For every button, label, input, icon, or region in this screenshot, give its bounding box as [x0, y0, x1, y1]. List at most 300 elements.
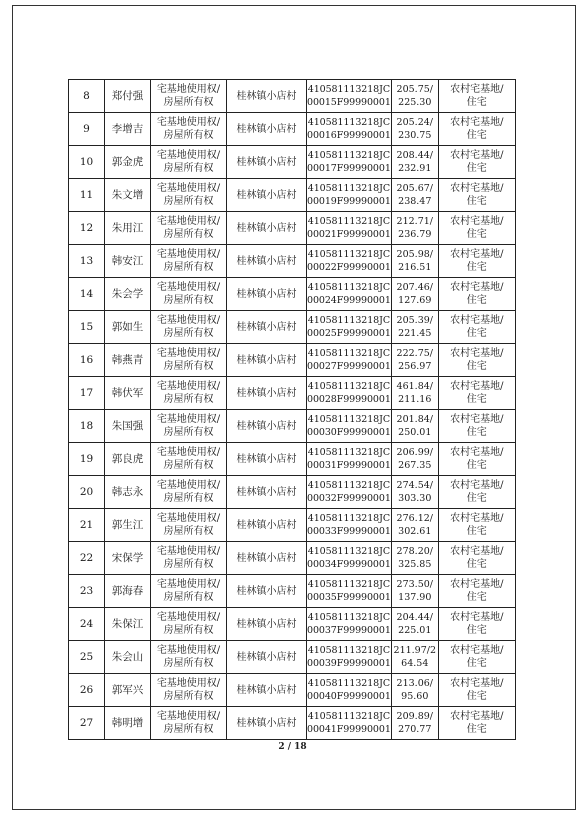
right-type-cell — [151, 146, 227, 179]
usage-cell-line: 农村宅基地/ — [450, 447, 504, 458]
row-number-cell: 22 — [69, 542, 105, 575]
right-type-cell-line: 房屋所有权 — [163, 361, 214, 372]
right-type-cell-line: 宅基地使用权/ — [156, 678, 221, 689]
right-type-cell — [151, 344, 227, 377]
owner-name-cell: 韩安江 — [105, 245, 151, 278]
unit-code-cell-line: 410581113218JC — [307, 282, 390, 293]
row-number-cell: 16 — [69, 344, 105, 377]
area-cell-line: 238.47 — [398, 196, 432, 207]
unit-code-cell-line: 00035F99990001 — [307, 592, 391, 603]
row-number-cell: 8 — [69, 80, 105, 113]
right-type-cell-line: 宅基地使用权/ — [156, 249, 221, 260]
usage-cell-line: 农村宅基地/ — [450, 150, 504, 161]
table-body — [69, 80, 516, 740]
right-type-cell — [151, 707, 227, 740]
row-number-cell: 19 — [69, 443, 105, 476]
location-cell: 桂林镇小店村 — [227, 542, 307, 575]
location-cell: 桂林镇小店村 — [227, 80, 307, 113]
owner-name-cell: 郭海春 — [105, 575, 151, 608]
usage-cell-line: 农村宅基地/ — [450, 546, 504, 557]
unit-code-cell-line: 410581113218JC — [307, 480, 390, 491]
right-type-cell — [151, 377, 227, 410]
owner-name-cell: 郭如生 — [105, 311, 151, 344]
usage-cell-line: 住宅 — [466, 592, 487, 603]
usage-cell-line: 住宅 — [466, 625, 487, 636]
right-type-cell — [151, 212, 227, 245]
area-cell — [391, 476, 438, 509]
location-cell: 桂林镇小店村 — [227, 608, 307, 641]
unit-code-cell — [307, 707, 392, 740]
usage-cell-line: 住宅 — [466, 295, 487, 306]
location-cell: 桂林镇小店村 — [227, 311, 307, 344]
table-row — [69, 311, 516, 344]
usage-cell-line: 住宅 — [466, 196, 487, 207]
area-cell-line: 222.75/ — [396, 348, 433, 359]
usage-cell — [438, 509, 515, 542]
area-cell-line: 206.99/ — [396, 447, 433, 458]
unit-code-cell-line: 00024F99990001 — [307, 295, 391, 306]
unit-code-cell-line: 00019F99990001 — [307, 196, 391, 207]
area-cell — [391, 707, 438, 740]
usage-cell-line: 住宅 — [466, 262, 487, 273]
row-number-cell: 23 — [69, 575, 105, 608]
usage-cell-line: 住宅 — [466, 229, 487, 240]
right-type-cell-line: 房屋所有权 — [163, 658, 214, 669]
usage-cell-line: 农村宅基地/ — [450, 282, 504, 293]
usage-cell-line: 住宅 — [466, 130, 487, 141]
right-type-cell — [151, 476, 227, 509]
unit-code-cell-line: 410581113218JC — [307, 348, 390, 359]
usage-cell-line: 住宅 — [466, 394, 487, 405]
usage-cell — [438, 245, 515, 278]
usage-cell — [438, 608, 515, 641]
unit-code-cell-line: 410581113218JC — [307, 117, 390, 128]
area-cell — [391, 146, 438, 179]
table-row — [69, 410, 516, 443]
table-row — [69, 674, 516, 707]
unit-code-cell-line: 00028F99990001 — [307, 394, 391, 405]
location-cell: 桂林镇小店村 — [227, 113, 307, 146]
area-cell-line: 204.44/ — [396, 612, 433, 623]
row-number-cell: 14 — [69, 278, 105, 311]
unit-code-cell-line: 00025F99990001 — [307, 328, 391, 339]
unit-code-cell-line: 410581113218JC — [307, 315, 390, 326]
owner-name-cell: 朱会山 — [105, 641, 151, 674]
usage-cell-line: 住宅 — [466, 460, 487, 471]
usage-cell — [438, 311, 515, 344]
right-type-cell-line: 宅基地使用权/ — [156, 414, 221, 425]
owner-name-cell: 韩伏军 — [105, 377, 151, 410]
row-number-cell: 26 — [69, 674, 105, 707]
usage-cell — [438, 410, 515, 443]
unit-code-cell-line: 410581113218JC — [307, 579, 390, 590]
location-cell: 桂林镇小店村 — [227, 212, 307, 245]
location-cell: 桂林镇小店村 — [227, 377, 307, 410]
table-row — [69, 80, 516, 113]
area-cell-line: 236.79 — [398, 229, 432, 240]
table-row — [69, 344, 516, 377]
usage-cell-line: 农村宅基地/ — [450, 678, 504, 689]
usage-cell-line: 农村宅基地/ — [450, 183, 504, 194]
unit-code-cell-line: 00037F99990001 — [307, 625, 391, 636]
right-type-cell-line: 宅基地使用权/ — [156, 216, 221, 227]
owner-name-cell: 朱文增 — [105, 179, 151, 212]
usage-cell-line: 农村宅基地/ — [450, 84, 504, 95]
usage-cell-line: 农村宅基地/ — [450, 315, 504, 326]
owner-name-cell: 郭金虎 — [105, 146, 151, 179]
unit-code-cell-line: 00016F99990001 — [307, 130, 391, 141]
unit-code-cell — [307, 476, 392, 509]
table-row — [69, 245, 516, 278]
right-type-cell — [151, 245, 227, 278]
area-cell-line: 212.71/ — [396, 216, 433, 227]
area-cell-line: 273.50/ — [396, 579, 433, 590]
area-cell — [391, 113, 438, 146]
table-row — [69, 212, 516, 245]
table-row — [69, 377, 516, 410]
unit-code-cell-line: 410581113218JC — [307, 711, 390, 722]
usage-cell — [438, 113, 515, 146]
usage-cell-line: 农村宅基地/ — [450, 348, 504, 359]
right-type-cell — [151, 179, 227, 212]
owner-name-cell: 李增吉 — [105, 113, 151, 146]
right-type-cell-line: 房屋所有权 — [163, 295, 214, 306]
area-cell-line: 267.35 — [398, 460, 432, 471]
right-type-cell-line: 房屋所有权 — [163, 592, 214, 603]
unit-code-cell-line: 410581113218JC — [307, 414, 390, 425]
area-cell-line: 205.98/ — [396, 249, 433, 260]
right-type-cell — [151, 410, 227, 443]
table-row — [69, 278, 516, 311]
usage-cell-line: 住宅 — [466, 97, 487, 108]
unit-code-cell-line: 00039F99990001 — [307, 658, 391, 669]
right-type-cell — [151, 575, 227, 608]
usage-cell — [438, 542, 515, 575]
area-cell-line: 209.89/ — [396, 711, 433, 722]
page-number: 2 / 18 — [278, 742, 307, 752]
unit-code-cell-line: 410581113218JC — [307, 678, 390, 689]
usage-cell-line: 住宅 — [466, 328, 487, 339]
area-cell-line: 270.77 — [398, 724, 432, 735]
area-cell-line: 207.46/ — [396, 282, 433, 293]
usage-cell-line: 住宅 — [466, 526, 487, 537]
unit-code-cell — [307, 509, 392, 542]
usage-cell-line: 住宅 — [466, 559, 487, 570]
area-cell-line: 201.84/ — [396, 414, 433, 425]
unit-code-cell — [307, 80, 392, 113]
unit-code-cell-line: 00040F99990001 — [307, 691, 391, 702]
right-type-cell — [151, 674, 227, 707]
usage-cell — [438, 80, 515, 113]
area-cell — [391, 377, 438, 410]
right-type-cell-line: 房屋所有权 — [163, 262, 214, 273]
right-type-cell-line: 房屋所有权 — [163, 97, 214, 108]
right-type-cell — [151, 443, 227, 476]
owner-name-cell: 朱会学 — [105, 278, 151, 311]
unit-code-cell-line: 00022F99990001 — [307, 262, 391, 273]
right-type-cell — [151, 80, 227, 113]
area-cell — [391, 542, 438, 575]
owner-name-cell: 韩志永 — [105, 476, 151, 509]
right-type-cell-line: 房屋所有权 — [163, 328, 214, 339]
area-cell-line: 461.84/ — [396, 381, 433, 392]
row-number-cell: 9 — [69, 113, 105, 146]
unit-code-cell-line: 410581113218JC — [307, 447, 390, 458]
area-cell-line: 64.54 — [401, 658, 429, 669]
usage-cell-line: 农村宅基地/ — [450, 513, 504, 524]
right-type-cell-line: 宅基地使用权/ — [156, 282, 221, 293]
area-cell — [391, 674, 438, 707]
unit-code-cell — [307, 377, 392, 410]
right-type-cell-line: 房屋所有权 — [163, 724, 214, 735]
unit-code-cell — [307, 311, 392, 344]
right-type-cell-line: 房屋所有权 — [163, 493, 214, 504]
right-type-cell-line: 宅基地使用权/ — [156, 150, 221, 161]
area-cell-line: 95.60 — [401, 691, 429, 702]
right-type-cell — [151, 278, 227, 311]
right-type-cell-line: 宅基地使用权/ — [156, 579, 221, 590]
usage-cell — [438, 146, 515, 179]
area-cell — [391, 575, 438, 608]
area-cell-line: 250.01 — [398, 427, 432, 438]
right-type-cell-line: 房屋所有权 — [163, 559, 214, 570]
area-cell-line: 205.75/ — [396, 84, 433, 95]
table-row — [69, 113, 516, 146]
usage-cell — [438, 344, 515, 377]
usage-cell-line: 农村宅基地/ — [450, 249, 504, 260]
owner-name-cell: 郭良虎 — [105, 443, 151, 476]
area-cell-line: 216.51 — [398, 262, 432, 273]
usage-cell — [438, 179, 515, 212]
owner-name-cell: 朱国强 — [105, 410, 151, 443]
right-type-cell-line: 房屋所有权 — [163, 526, 214, 537]
unit-code-cell-line: 410581113218JC — [307, 612, 390, 623]
usage-cell-line: 住宅 — [466, 658, 487, 669]
location-cell: 桂林镇小店村 — [227, 509, 307, 542]
usage-cell-line: 农村宅基地/ — [450, 480, 504, 491]
row-number-cell: 24 — [69, 608, 105, 641]
area-cell-line: 274.54/ — [396, 480, 433, 491]
usage-cell-line: 住宅 — [466, 724, 487, 735]
unit-code-cell-line: 410581113218JC — [307, 381, 390, 392]
usage-cell — [438, 641, 515, 674]
right-type-cell-line: 宅基地使用权/ — [156, 315, 221, 326]
table-row — [69, 476, 516, 509]
table-row — [69, 179, 516, 212]
area-cell — [391, 245, 438, 278]
area-cell-line: 205.67/ — [396, 183, 433, 194]
area-cell — [391, 278, 438, 311]
registry-table — [68, 79, 516, 740]
location-cell: 桂林镇小店村 — [227, 146, 307, 179]
right-type-cell-line: 房屋所有权 — [163, 229, 214, 240]
location-cell: 桂林镇小店村 — [227, 674, 307, 707]
unit-code-cell-line: 410581113218JC — [307, 216, 390, 227]
unit-code-cell — [307, 575, 392, 608]
usage-cell — [438, 476, 515, 509]
usage-cell-line: 农村宅基地/ — [450, 414, 504, 425]
unit-code-cell-line: 410581113218JC — [307, 513, 390, 524]
unit-code-cell — [307, 443, 392, 476]
unit-code-cell — [307, 212, 392, 245]
table-row — [69, 707, 516, 740]
area-cell — [391, 311, 438, 344]
unit-code-cell — [307, 542, 392, 575]
right-type-cell-line: 宅基地使用权/ — [156, 612, 221, 623]
area-cell-line: 232.91 — [398, 163, 432, 174]
area-cell-line: 225.01 — [398, 625, 432, 636]
unit-code-cell-line: 00034F99990001 — [307, 559, 391, 570]
usage-cell-line: 住宅 — [466, 493, 487, 504]
right-type-cell — [151, 311, 227, 344]
location-cell: 桂林镇小店村 — [227, 641, 307, 674]
unit-code-cell-line: 00032F99990001 — [307, 493, 391, 504]
unit-code-cell-line: 00030F99990001 — [307, 427, 391, 438]
area-cell — [391, 641, 438, 674]
area-cell — [391, 80, 438, 113]
table-row — [69, 509, 516, 542]
right-type-cell-line: 宅基地使用权/ — [156, 117, 221, 128]
right-type-cell-line: 宅基地使用权/ — [156, 183, 221, 194]
usage-cell-line: 住宅 — [466, 163, 487, 174]
unit-code-cell-line: 410581113218JC — [307, 645, 390, 656]
area-cell — [391, 212, 438, 245]
location-cell: 桂林镇小店村 — [227, 575, 307, 608]
location-cell: 桂林镇小店村 — [227, 245, 307, 278]
unit-code-cell-line: 00017F99990001 — [307, 163, 391, 174]
unit-code-cell — [307, 113, 392, 146]
right-type-cell — [151, 542, 227, 575]
location-cell: 桂林镇小店村 — [227, 410, 307, 443]
unit-code-cell-line: 410581113218JC — [307, 546, 390, 557]
table-row — [69, 146, 516, 179]
right-type-cell-line: 宅基地使用权/ — [156, 381, 221, 392]
area-cell — [391, 608, 438, 641]
unit-code-cell-line: 00015F99990001 — [307, 97, 391, 108]
area-cell-line: 211.97/2 — [393, 645, 437, 656]
area-cell-line: 208.44/ — [396, 150, 433, 161]
right-type-cell-line: 房屋所有权 — [163, 460, 214, 471]
table-row — [69, 443, 516, 476]
area-cell-line: 225.30 — [398, 97, 432, 108]
location-cell: 桂林镇小店村 — [227, 344, 307, 377]
table-row — [69, 608, 516, 641]
area-cell-line: 213.06/ — [396, 678, 433, 689]
owner-name-cell: 朱用江 — [105, 212, 151, 245]
usage-cell — [438, 212, 515, 245]
owner-name-cell: 郭军兴 — [105, 674, 151, 707]
owner-name-cell: 郑付强 — [105, 80, 151, 113]
unit-code-cell — [307, 245, 392, 278]
row-number-cell: 21 — [69, 509, 105, 542]
unit-code-cell-line: 410581113218JC — [307, 183, 390, 194]
unit-code-cell — [307, 179, 392, 212]
row-number-cell: 12 — [69, 212, 105, 245]
row-number-cell: 25 — [69, 641, 105, 674]
right-type-cell-line: 宅基地使用权/ — [156, 480, 221, 491]
area-cell-line: 256.97 — [398, 361, 432, 372]
usage-cell — [438, 443, 515, 476]
unit-code-cell — [307, 608, 392, 641]
right-type-cell — [151, 509, 227, 542]
row-number-cell: 15 — [69, 311, 105, 344]
right-type-cell-line: 宅基地使用权/ — [156, 513, 221, 524]
location-cell: 桂林镇小店村 — [227, 179, 307, 212]
usage-cell-line: 农村宅基地/ — [450, 711, 504, 722]
row-number-cell: 10 — [69, 146, 105, 179]
unit-code-cell — [307, 641, 392, 674]
unit-code-cell-line: 00021F99990001 — [307, 229, 391, 240]
usage-cell — [438, 674, 515, 707]
right-type-cell — [151, 608, 227, 641]
usage-cell — [438, 278, 515, 311]
right-type-cell-line: 房屋所有权 — [163, 394, 214, 405]
row-number-cell: 20 — [69, 476, 105, 509]
location-cell: 桂林镇小店村 — [227, 476, 307, 509]
area-cell-line: 205.24/ — [396, 117, 433, 128]
table-row — [69, 575, 516, 608]
unit-code-cell — [307, 344, 392, 377]
owner-name-cell: 宋保学 — [105, 542, 151, 575]
unit-code-cell-line: 00027F99990001 — [307, 361, 391, 372]
unit-code-cell-line: 410581113218JC — [307, 84, 390, 95]
unit-code-cell — [307, 146, 392, 179]
table-row — [69, 641, 516, 674]
area-cell-line: 205.39/ — [396, 315, 433, 326]
unit-code-cell — [307, 278, 392, 311]
usage-cell — [438, 575, 515, 608]
usage-cell-line: 农村宅基地/ — [450, 381, 504, 392]
row-number-cell: 18 — [69, 410, 105, 443]
usage-cell — [438, 377, 515, 410]
right-type-cell-line: 宅基地使用权/ — [156, 711, 221, 722]
unit-code-cell-line: 410581113218JC — [307, 249, 390, 260]
right-type-cell-line: 房屋所有权 — [163, 427, 214, 438]
area-cell-line: 276.12/ — [396, 513, 433, 524]
row-number-cell: 13 — [69, 245, 105, 278]
right-type-cell-line: 房屋所有权 — [163, 130, 214, 141]
usage-cell — [438, 707, 515, 740]
right-type-cell-line: 房屋所有权 — [163, 625, 214, 636]
area-cell — [391, 410, 438, 443]
usage-cell-line: 住宅 — [466, 361, 487, 372]
table-row — [69, 542, 516, 575]
unit-code-cell-line: 00041F99990001 — [307, 724, 391, 735]
right-type-cell-line: 房屋所有权 — [163, 691, 214, 702]
usage-cell-line: 农村宅基地/ — [450, 579, 504, 590]
usage-cell-line: 农村宅基地/ — [450, 117, 504, 128]
area-cell-line: 278.20/ — [396, 546, 433, 557]
area-cell-line: 137.90 — [398, 592, 432, 603]
row-number-cell: 11 — [69, 179, 105, 212]
right-type-cell-line: 宅基地使用权/ — [156, 645, 221, 656]
row-number-cell: 27 — [69, 707, 105, 740]
unit-code-cell-line: 410581113218JC — [307, 150, 390, 161]
unit-code-cell — [307, 674, 392, 707]
unit-code-cell — [307, 410, 392, 443]
right-type-cell-line: 宅基地使用权/ — [156, 348, 221, 359]
usage-cell-line: 农村宅基地/ — [450, 216, 504, 227]
area-cell-line: 211.16 — [398, 394, 432, 405]
usage-cell-line: 农村宅基地/ — [450, 645, 504, 656]
area-cell-line: 303.30 — [398, 493, 432, 504]
owner-name-cell: 韩明增 — [105, 707, 151, 740]
right-type-cell-line: 宅基地使用权/ — [156, 84, 221, 95]
area-cell — [391, 509, 438, 542]
right-type-cell — [151, 113, 227, 146]
right-type-cell-line: 房屋所有权 — [163, 163, 214, 174]
location-cell: 桂林镇小店村 — [227, 443, 307, 476]
